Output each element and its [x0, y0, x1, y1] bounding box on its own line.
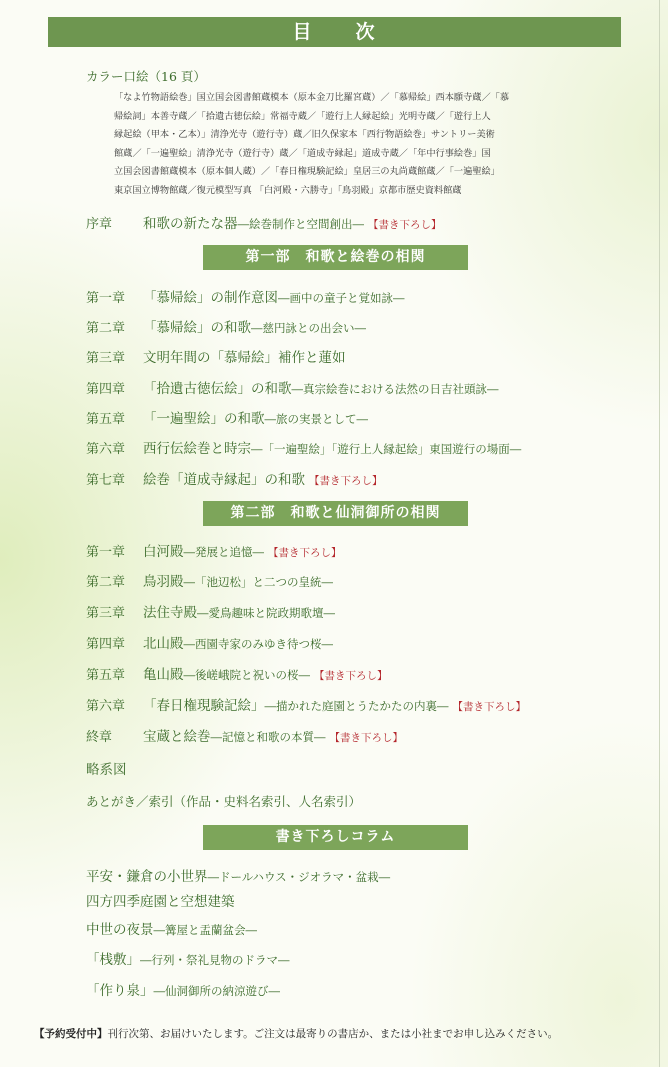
- column-title: 「作り泉」: [86, 983, 154, 999]
- chapter-subtitle: ―愛鳥趣味と院政期歌壇―: [197, 606, 335, 620]
- toc-entry-part2-ch5[interactable]: [86, 663, 388, 683]
- chapter-subtitle: ―後嵯峨院と祝いの桜―: [183, 668, 310, 682]
- chapter-subtitle: ―絵巻制作と空間創出―: [237, 217, 364, 231]
- new-writing-tag: 【書き下ろし】: [314, 670, 388, 682]
- chapter-title: 宝蔵と絵巻: [143, 729, 211, 745]
- chapter-subtitle: ―発展と追憶―: [183, 545, 264, 559]
- chapter-number: 第五章: [86, 668, 126, 683]
- chapter-number: 第二章: [86, 321, 126, 336]
- toc-entry-part1-ch6[interactable]: [86, 437, 525, 457]
- toc-entry-part2-ch4[interactable]: [86, 632, 337, 652]
- toc-entry-genealogy[interactable]: [86, 758, 127, 778]
- chapter-title: 亀山殿: [143, 667, 184, 683]
- column-item[interactable]: [86, 890, 235, 910]
- chapter-subtitle: ―描かれた庭園とうたかたの内裏―: [264, 699, 449, 713]
- color-plates-line: 帰絵詞」本善寺蔵／「拾遺古徳伝絵」常福寺蔵／「遊行上人縁起絵」光明寺蔵／「遊行上人: [114, 110, 491, 122]
- color-plates-line: 館蔵／「一遍聖絵」清浄光寺（遊行寺）蔵／「道成寺縁起」道成寺蔵／「年中行事絵巻」国: [114, 147, 491, 159]
- chapter-subtitle: ―真宗絵巻における法然の日吉社頭詠―: [291, 382, 499, 396]
- toc-entry-afterword[interactable]: [86, 792, 361, 810]
- chapter-number: 第二章: [86, 575, 126, 590]
- chapter-number: 第六章: [86, 442, 126, 457]
- column-item[interactable]: [86, 865, 390, 885]
- chapter-title: 鳥羽殿: [143, 574, 184, 590]
- toc-entry-part1-ch2[interactable]: [86, 316, 370, 336]
- chapter-title: 「慕帰絵」の和歌: [143, 320, 251, 336]
- chapter-title: 文明年間の「慕帰絵」補作と蓮如: [143, 350, 346, 366]
- chapter-title: 「春日権現験記絵」: [143, 698, 265, 714]
- toc-entry-part1-ch1[interactable]: [86, 286, 409, 306]
- part2-heading: 第二部 和歌と仙洞御所の相関: [203, 501, 468, 526]
- column-item[interactable]: [86, 979, 280, 999]
- column-title: 中世の夜景: [86, 922, 154, 938]
- chapter-number: 第七章: [86, 473, 126, 488]
- chapter-subtitle: ―旅の実景として―: [264, 412, 368, 426]
- color-plates-line: 縁起絵（甲本・乙本）」清浄光寺（遊行寺）蔵／旧久保家本「西行物語絵巻」サントリー美術: [114, 129, 495, 141]
- chapter-title: 白河殿: [143, 544, 184, 560]
- new-writing-tag: 【書き下ろし】: [268, 547, 342, 559]
- new-writing-tag: 【書き下ろし】: [368, 219, 442, 231]
- column-subtitle: ―篝屋と盂蘭盆会―: [153, 923, 257, 937]
- reservation-label: 【予約受付中】: [34, 1028, 108, 1040]
- chapter-number: 第四章: [86, 637, 126, 652]
- chapter-title: 法住寺殿: [143, 605, 197, 621]
- toc-entry-prologue[interactable]: [86, 212, 442, 232]
- toc-entry-part2-ch1[interactable]: [86, 540, 342, 560]
- chapter-number: 第一章: [86, 291, 126, 306]
- chapter-title: 絵巻「道成寺縁起」の和歌: [143, 472, 305, 488]
- color-plates-list: [114, 89, 562, 201]
- part1-heading: 第一部 和歌と絵巻の相関: [203, 245, 468, 270]
- toc-entry-part1-ch7[interactable]: [86, 468, 383, 488]
- toc-entry-part2-ch3[interactable]: [86, 601, 339, 621]
- column-title: 「桟敷」: [86, 952, 140, 968]
- new-writing-tag: 【書き下ろし】: [329, 732, 403, 744]
- toc-entry-part2-ch6[interactable]: [86, 694, 526, 714]
- chapter-subtitle: ―記憶と和歌の本質―: [210, 730, 326, 744]
- chapter-title: 「一遍聖絵」の和歌: [143, 411, 265, 427]
- reservation-notice: [34, 1026, 558, 1041]
- color-plates-line: 立国会図書館蔵模本（原本個人蔵）／「春日権現験記絵」皇居三の丸尚蔵館蔵／「一遍聖絵」: [114, 166, 500, 178]
- chapter-title: 西行伝絵巻と時宗: [143, 441, 251, 457]
- column-title: 四方四季庭園と空想建築: [86, 894, 235, 910]
- color-plates-title: カラー口絵（16 頁）: [86, 69, 206, 84]
- new-writing-tag: 【書き下ろし】: [309, 475, 383, 487]
- chapter-title: 「慕帰絵」の制作意図: [143, 290, 278, 306]
- chapter-subtitle: ―「一遍聖絵」「遊行上人縁起絵」東国遊行の場面―: [251, 442, 522, 456]
- toc-entry-part1-ch5[interactable]: [86, 407, 372, 427]
- column-subtitle: ―行列・祭礼見物のドラマ―: [140, 953, 290, 967]
- reservation-text: 刊行次第、お届けいたします。ご注文は最寄りの書店か、または小社までお申し込みください。: [107, 1028, 559, 1040]
- column-item[interactable]: [86, 948, 290, 968]
- chapter-number: 第三章: [86, 606, 126, 621]
- chapter-title: 北山殿: [143, 636, 184, 652]
- columns-heading: 書き下ろしコラム: [203, 825, 468, 850]
- chapter-subtitle: ―慈円詠との出会い―: [251, 321, 366, 335]
- chapter-number: 第六章: [86, 699, 126, 714]
- chapter-number: 第三章: [86, 351, 126, 366]
- toc-entry-part2-ch2[interactable]: [86, 570, 337, 590]
- chapter-number: 序章: [86, 217, 113, 232]
- chapter-number: 第一章: [86, 545, 126, 560]
- chapter-subtitle: ―画中の童子と覚如詠―: [278, 291, 405, 305]
- chapter-number: 第四章: [86, 382, 126, 397]
- chapter-number: 第五章: [86, 412, 126, 427]
- chapter-number: 終章: [86, 730, 113, 745]
- chapter-title: 「拾遺古徳伝絵」の和歌: [143, 381, 292, 397]
- column-title: 平安・鎌倉の小世界: [86, 869, 208, 885]
- chapter-subtitle: ―西園寺家のみゆき待つ桜―: [183, 637, 333, 651]
- genealogy-title: 略系図: [86, 762, 127, 778]
- column-subtitle: ―ドールハウス・ジオラマ・盆栽―: [207, 870, 391, 884]
- page-title: 目 次: [48, 17, 621, 47]
- page-frame-line: [659, 0, 660, 1067]
- column-item[interactable]: [86, 918, 257, 938]
- afterword-title: あとがき／索引（作品・史料名索引、人名索引）: [86, 794, 362, 809]
- chapter-subtitle: ―「池辺松」と二つの皇統―: [183, 575, 333, 589]
- column-subtitle: ―仙洞御所の納涼遊び―: [153, 984, 280, 998]
- toc-entry-epilogue[interactable]: [86, 725, 403, 745]
- chapter-title: 和歌の新たな器: [143, 216, 238, 232]
- color-plates-line: 東京国立博物館蔵／復元模型写真 「白河殿・六勝寺」「鳥羽殿」京都市歴史資料館蔵: [114, 184, 462, 196]
- toc-entry-part1-ch4[interactable]: [86, 377, 503, 397]
- new-writing-tag: 【書き下ろし】: [452, 701, 526, 713]
- color-plates-line: 「なよ竹物語絵巻」国立国会図書館蔵模本（原本金刀比羅宮蔵）／「慕帰絵」西本願寺蔵／「慕: [114, 92, 510, 103]
- toc-entry-part1-ch3[interactable]: [86, 346, 350, 366]
